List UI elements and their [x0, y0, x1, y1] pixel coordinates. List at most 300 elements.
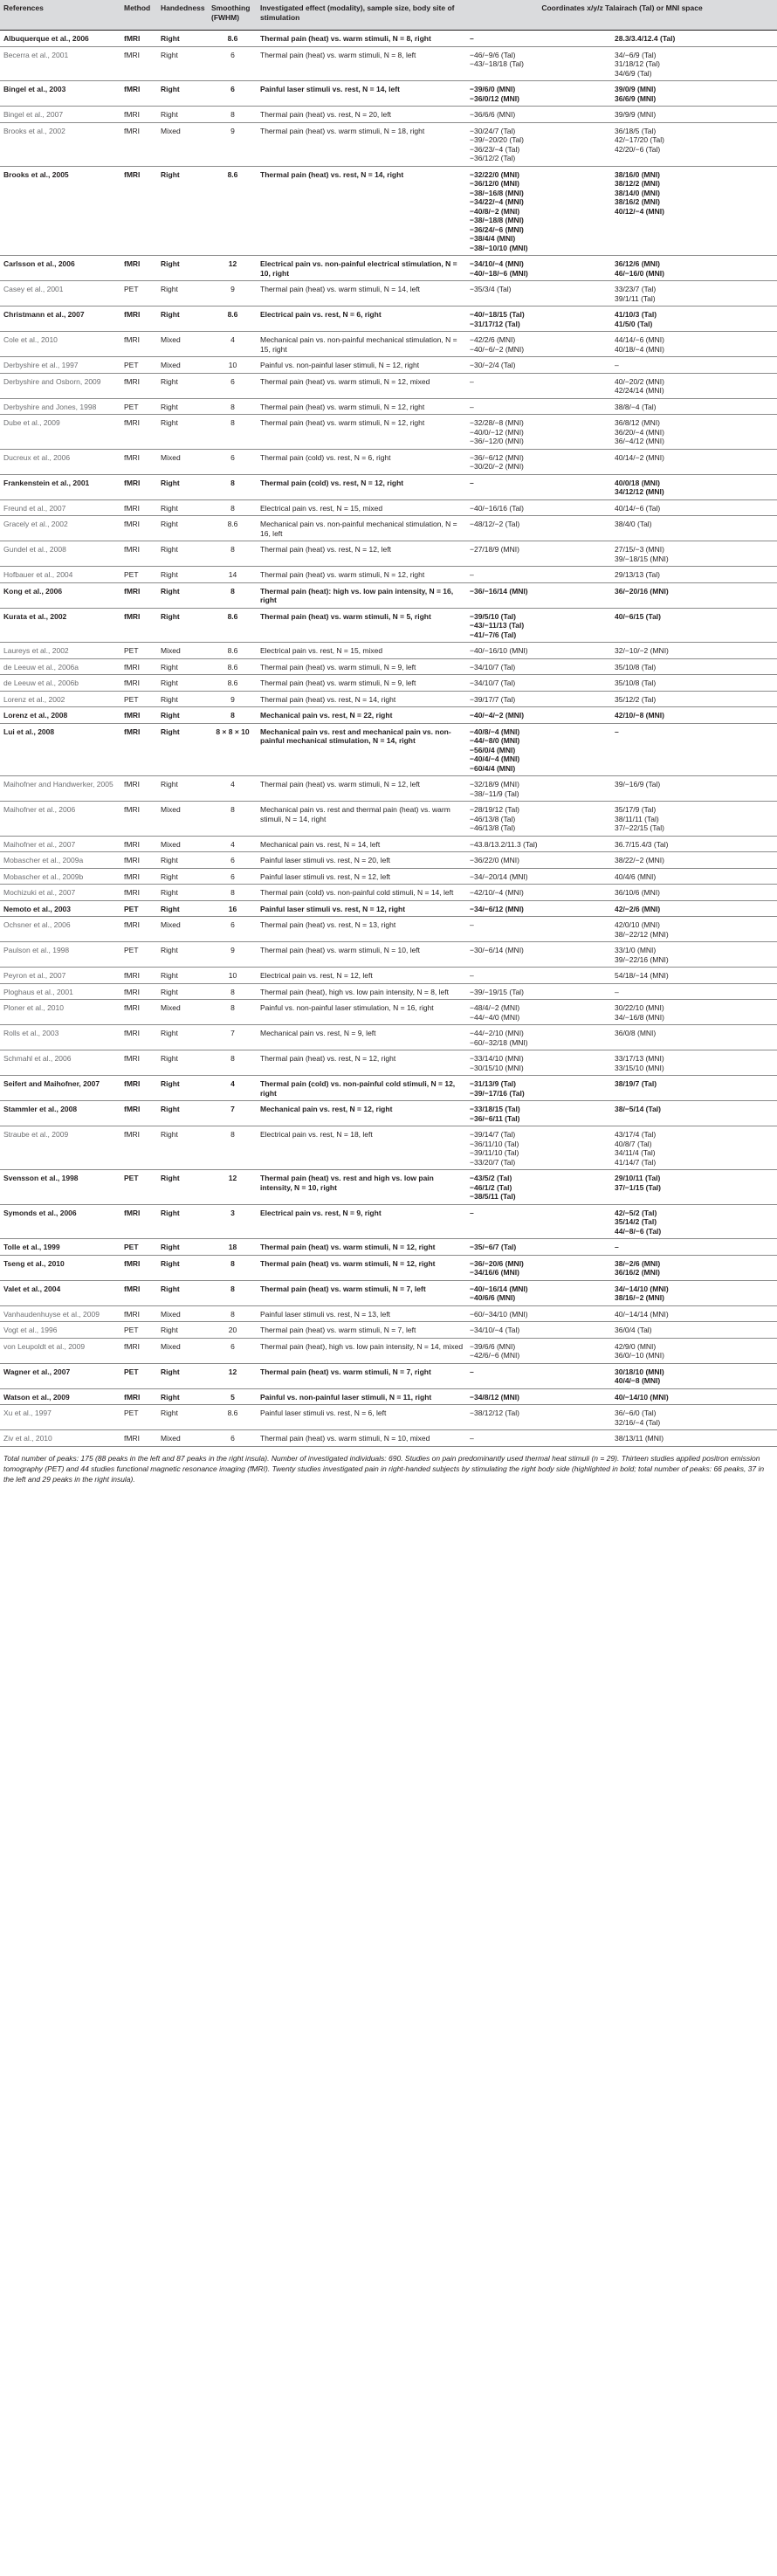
coordinate-value: −44/−2/10 (MNI)	[470, 1029, 524, 1037]
method-cell: fMRI	[124, 1284, 141, 1293]
coordinate-value: 37/−22/15 (Tal)	[615, 823, 664, 832]
coordinate-value: 44/14/−6 (MNI)	[615, 335, 664, 344]
method-cell: fMRI	[124, 1309, 140, 1319]
coordinate-value: −36/12/2 (Tal)	[470, 154, 516, 162]
coordinate-value: −38/5/11 (Tal)	[470, 1192, 516, 1201]
handedness-cell: Right	[161, 1243, 180, 1251]
effect-cell: Thermal pain (cold) vs. rest, N = 6, right	[260, 452, 391, 462]
smoothing-cell: 5	[230, 1392, 235, 1402]
handedness-cell: Right	[161, 780, 178, 789]
table-row	[0, 1255, 777, 1280]
reference-cell: Derbyshire and Jones, 1998	[3, 402, 97, 411]
coordinate-value: 35/10/8 (Tal)	[615, 678, 657, 687]
coordinate-value: 33/23/7 (Tal)	[615, 285, 657, 293]
right-insula-coordinates-cell	[611, 332, 777, 357]
method-cell: fMRI	[124, 520, 140, 528]
header-coordinates: Coordinates x/y/z Talairach (Tal) or MNI space	[466, 0, 777, 31]
coordinate-value: 40/8/7 (Tal)	[615, 1139, 652, 1148]
coordinate-value: 35/17/9 (Tal)	[615, 805, 657, 814]
method-cell: fMRI	[124, 920, 140, 929]
method-cell: fMRI	[124, 780, 140, 789]
coordinate-value: 39/9/9 (MNI)	[615, 110, 657, 119]
table-row	[0, 942, 777, 968]
reference-cell: Schmahl et al., 2006	[3, 1054, 72, 1063]
left-insula-coordinates-cell	[466, 1204, 611, 1239]
smoothing-cell: 8.6	[227, 520, 238, 528]
coordinate-value: –	[470, 34, 474, 43]
header-handedness: Handedness	[157, 0, 208, 31]
reference-cell: Cole et al., 2010	[3, 335, 58, 344]
smoothing-cell: 8.6	[227, 662, 238, 672]
effect-cell: Painful laser stimuli vs. rest, N = 14, left	[260, 85, 400, 93]
right-insula-coordinates-cell	[611, 608, 777, 643]
smoothing-cell: 9	[230, 285, 235, 293]
smoothing-cell: 9	[230, 694, 235, 704]
handedness-cell: Right	[161, 310, 180, 319]
reference-cell: Brooks et al., 2002	[3, 126, 65, 135]
effect-cell: Thermal pain (heat) vs. warm stimuli, N = 14, left	[260, 285, 421, 293]
coordinate-value: −31/13/9 (Tal)	[470, 1079, 516, 1088]
coordinate-value: −34/10/−4 (Tal)	[470, 1326, 520, 1334]
reference-cell: Becerra et al., 2001	[3, 50, 69, 59]
table-row	[0, 776, 777, 802]
handedness-cell: Mixed	[161, 335, 181, 344]
smoothing-cell: 8.6	[227, 1409, 238, 1417]
handedness-cell: Right	[161, 662, 178, 672]
reference-cell: Svensson et al., 1998	[3, 1174, 79, 1182]
left-insula-coordinates-cell	[466, 541, 611, 567]
reference-cell: Ploghaus et al., 2001	[3, 987, 73, 996]
coordinate-value: 34/12/12 (MNI)	[615, 487, 664, 496]
handedness-cell: Right	[161, 545, 178, 554]
right-insula-coordinates-cell	[611, 415, 777, 450]
handedness-cell: Right	[161, 1326, 178, 1334]
coordinate-value: −40/−18/−6 (MNI)	[470, 268, 528, 278]
left-insula-coordinates-cell	[466, 1170, 611, 1205]
right-insula-coordinates-cell	[611, 691, 777, 707]
coordinate-value: −36/11/10 (Tal)	[470, 1139, 519, 1148]
effect-cell: Thermal pain (heat) vs. warm stimuli, N = 12, right	[260, 1258, 436, 1268]
effect-cell: Thermal pain (heat) vs. warm stimuli, N = 12, left	[260, 780, 421, 789]
coordinate-value: −39/−19/15 (Tal)	[470, 987, 524, 996]
method-cell: fMRI	[124, 1341, 140, 1351]
handedness-cell: Right	[161, 611, 180, 621]
effect-cell: Electrical pain vs. non-painful electrical stimulation, N = 10, right	[260, 259, 457, 278]
table-row	[0, 499, 777, 516]
effect-cell: Painful laser stimuli vs. rest, N = 6, left	[260, 1409, 387, 1417]
method-cell: fMRI	[124, 1105, 141, 1113]
handedness-cell: Right	[161, 1208, 180, 1217]
method-cell: fMRI	[124, 1079, 141, 1088]
reference-cell: Watson et al., 2009	[3, 1392, 70, 1402]
smoothing-cell: 8	[230, 545, 235, 554]
coordinate-value: 37/−1/15 (Tal)	[615, 1182, 661, 1192]
smoothing-cell: 8	[230, 110, 235, 119]
method-cell: fMRI	[124, 452, 140, 462]
right-insula-coordinates-cell	[611, 1388, 777, 1405]
coordinate-value: −30/15/10 (MNI)	[470, 1063, 524, 1072]
table-row	[0, 868, 777, 885]
table-row	[0, 691, 777, 707]
coordinate-value: −28/19/12 (Tal)	[470, 805, 519, 814]
coordinate-value: −42/10/−4 (MNI)	[470, 888, 524, 897]
effect-cell: Thermal pain (heat) vs. rest, N = 12, right	[260, 1054, 396, 1063]
left-insula-coordinates-cell	[466, 307, 611, 332]
handedness-cell: Right	[161, 285, 178, 293]
table-row	[0, 1280, 777, 1305]
coordinate-value: −39/−17/16 (Tal)	[470, 1088, 525, 1098]
reference-cell: Ploner et al., 2010	[3, 1003, 64, 1012]
coordinate-value: 39/−16/9 (Tal)	[615, 780, 661, 789]
reference-cell: Nemoto et al., 2003	[3, 904, 72, 913]
coordinate-value: –	[470, 920, 474, 929]
reference-cell: Kong et al., 2006	[3, 586, 63, 596]
method-cell: PET	[124, 361, 139, 369]
handedness-cell: Mixed	[161, 805, 181, 814]
reference-cell: Mobascher et al., 2009b	[3, 871, 84, 881]
smoothing-cell: 10	[228, 971, 237, 980]
coordinate-value: −43/−18/18 (Tal)	[470, 59, 524, 68]
coordinate-value: −56/0/4 (MNI)	[470, 745, 516, 754]
coordinate-value: –	[470, 478, 474, 487]
effect-cell: Painful laser stimuli vs. rest, N = 20, left	[260, 856, 391, 864]
handedness-cell: Right	[161, 376, 178, 386]
method-cell: PET	[124, 402, 139, 411]
right-insula-coordinates-cell	[611, 1239, 777, 1256]
effect-cell: Electrical pain vs. rest, N = 6, right	[260, 310, 382, 319]
right-insula-coordinates-cell	[611, 582, 777, 608]
coordinate-value: 36/12/6 (MNI)	[615, 259, 660, 268]
coordinate-value: 38/12/2 (MNI)	[615, 179, 660, 188]
smoothing-cell: 18	[228, 1243, 237, 1251]
handedness-cell: Right	[161, 711, 180, 720]
right-insula-coordinates-cell	[611, 122, 777, 166]
table-row	[0, 357, 777, 374]
coordinate-value: −60/4/4 (MNI)	[470, 763, 516, 773]
coordinate-value: −43/5/2 (Tal)	[470, 1174, 512, 1182]
header-method: Method	[120, 0, 157, 31]
table-row	[0, 1305, 777, 1322]
coordinate-value: −31/17/12 (Tal)	[470, 319, 520, 328]
coordinate-value: −38/4/4 (MNI)	[470, 234, 516, 243]
method-cell: fMRI	[124, 856, 140, 864]
effect-cell: Painful vs. non-painful laser stimulation, N = 16, right	[260, 1003, 434, 1012]
effect-cell: Thermal pain (heat) vs. warm stimuli, N = 8, right	[260, 34, 431, 43]
coordinate-value: 54/18/−14 (MNI)	[615, 971, 669, 980]
left-insula-coordinates-cell	[466, 658, 611, 675]
method-cell: fMRI	[124, 1434, 140, 1443]
coordinate-value: –	[470, 402, 474, 411]
smoothing-cell: 8.6	[227, 611, 238, 621]
coordinate-value: 32/16/−4 (Tal)	[615, 1417, 661, 1427]
method-cell: PET	[124, 694, 139, 704]
handedness-cell: Right	[161, 402, 178, 411]
smoothing-cell: 8	[230, 1054, 235, 1063]
effect-cell: Thermal pain (heat) vs. warm stimuli, N = 12, right	[260, 1243, 436, 1251]
coordinate-value: 34/−16/8 (MNI)	[615, 1012, 664, 1022]
left-insula-coordinates-cell	[466, 1322, 611, 1339]
coordinate-value: −30/−6/14 (MNI)	[470, 946, 524, 954]
method-cell: fMRI	[124, 662, 140, 672]
coordinate-value: 38/−2/6 (MNI)	[615, 1258, 661, 1268]
header-smoothing: Smoothing (FWHM)	[208, 0, 257, 31]
left-insula-coordinates-cell	[466, 122, 611, 166]
coordinate-value: −40/−16/14 (MNI)	[470, 1284, 528, 1293]
method-cell: fMRI	[124, 376, 140, 386]
smoothing-cell: 4	[230, 335, 235, 344]
reference-cell: Lorenz et al., 2002	[3, 694, 65, 704]
method-cell: fMRI	[124, 545, 140, 554]
right-insula-coordinates-cell	[611, 567, 777, 583]
coordinate-value: 34/6/9 (Tal)	[615, 68, 652, 78]
handedness-cell: Right	[161, 1409, 178, 1417]
reference-cell: Gundel et al., 2008	[3, 545, 66, 554]
reference-cell: de Leeuw et al., 2006a	[3, 662, 79, 672]
coordinate-value: −39/17/7 (Tal)	[470, 694, 516, 704]
effect-cell: Electrical pain vs. rest, N = 15, mixed	[260, 646, 383, 655]
right-insula-coordinates-cell	[611, 46, 777, 81]
table-row	[0, 1405, 777, 1430]
table-row	[0, 307, 777, 332]
handedness-cell: Mixed	[161, 1434, 181, 1443]
left-insula-coordinates-cell	[466, 983, 611, 1000]
effect-cell: Mechanical pain vs. rest, N = 9, left	[260, 1029, 376, 1037]
coordinate-value: −41/−7/6 (Tal)	[470, 630, 517, 639]
effect-cell: Painful laser stimuli vs. rest, N = 13, left	[260, 1309, 391, 1319]
coordinate-value: −48/12/−2 (Tal)	[470, 520, 520, 528]
coordinate-value: −27/18/9 (MNI)	[470, 545, 519, 554]
coordinate-value: −30/24/7 (Tal)	[470, 126, 516, 135]
method-cell: PET	[124, 1367, 139, 1376]
effect-cell: Thermal pain (heat) vs. warm stimuli, N = 10, left	[260, 946, 421, 954]
coordinate-value: −36/−20/6 (MNI)	[470, 1258, 524, 1268]
right-insula-coordinates-cell	[611, 723, 777, 776]
right-insula-coordinates-cell	[611, 983, 777, 1000]
method-cell: fMRI	[124, 1130, 140, 1139]
coordinate-value: 36/16/2 (MNI)	[615, 1268, 660, 1277]
left-insula-coordinates-cell	[466, 868, 611, 885]
coordinate-value: 38/−5/14 (Tal)	[615, 1105, 661, 1113]
coordinate-value: −33/14/10 (MNI)	[470, 1054, 524, 1063]
left-insula-coordinates-cell	[466, 582, 611, 608]
coordinate-value: −34/10/7 (Tal)	[470, 662, 516, 672]
effect-cell: Thermal pain (heat) vs. warm stimuli, N = 8, left	[260, 50, 416, 59]
method-cell: fMRI	[124, 126, 140, 135]
method-cell: fMRI	[124, 611, 141, 621]
table-row	[0, 1126, 777, 1170]
coordinate-value: −48/4/−2 (MNI)	[470, 1003, 520, 1012]
coordinate-value: −34/10/7 (Tal)	[470, 678, 516, 687]
effect-cell: Thermal pain (heat) vs. warm stimuli, N = 12, right	[260, 418, 425, 427]
coordinate-value: 40/12/−4 (MNI)	[615, 206, 664, 216]
right-insula-coordinates-cell	[611, 1305, 777, 1322]
coordinate-value: 40/−20/2 (MNI)	[615, 376, 664, 386]
smoothing-cell: 6	[230, 85, 235, 93]
handedness-cell: Right	[161, 856, 178, 864]
reference-cell: Christmann et al., 2007	[3, 310, 85, 319]
coordinate-value: −40/4/−4 (MNI)	[470, 754, 520, 763]
reference-cell: Laureys et al., 2002	[3, 646, 69, 655]
handedness-cell: Right	[161, 1258, 180, 1268]
table-row	[0, 373, 777, 398]
coordinate-value: −35/3/4 (Tal)	[470, 285, 512, 293]
effect-cell: Thermal pain (heat) vs. rest, N = 14, right	[260, 169, 404, 179]
left-insula-coordinates-cell	[466, 643, 611, 659]
coordinate-value: –	[470, 1367, 474, 1376]
reference-cell: Vogt et al., 1996	[3, 1326, 58, 1334]
right-insula-coordinates-cell	[611, 852, 777, 869]
smoothing-cell: 6	[230, 452, 235, 462]
method-cell: fMRI	[124, 727, 141, 736]
coordinate-value: 30/18/10 (MNI)	[615, 1367, 664, 1376]
right-insula-coordinates-cell	[611, 836, 777, 852]
effect-cell: Mechanical pain vs. rest, N = 12, right	[260, 1105, 393, 1113]
method-cell: fMRI	[124, 1258, 141, 1268]
smoothing-cell: 8 × 8 × 10	[216, 727, 250, 736]
table-row	[0, 81, 777, 107]
right-insula-coordinates-cell	[611, 256, 777, 281]
coordinate-value: 38/22/−2 (MNI)	[615, 856, 664, 864]
coordinate-value: −42/2/6 (MNI)	[470, 335, 516, 344]
right-insula-coordinates-cell	[611, 1025, 777, 1050]
coordinate-value: 42/−5/2 (Tal)	[615, 1208, 657, 1217]
smoothing-cell: 8.6	[227, 678, 238, 687]
reference-cell: Derbyshire and Osborn, 2009	[3, 376, 101, 386]
effect-cell: Thermal pain (heat), high vs. low pain intensity, N = 8, left	[260, 987, 449, 996]
table-row	[0, 516, 777, 541]
coordinate-value: −43.8/13.2/11.3 (Tal)	[470, 839, 538, 849]
method-cell: fMRI	[124, 50, 140, 59]
smoothing-cell: 8.6	[227, 310, 238, 319]
coordinate-value: 42/20/−6 (Tal)	[615, 144, 661, 154]
smoothing-cell: 4	[230, 1079, 235, 1088]
left-insula-coordinates-cell	[466, 1050, 611, 1076]
smoothing-cell: 7	[230, 1105, 235, 1113]
coordinate-value: 28.3/3.4/12.4 (Tal)	[615, 34, 676, 43]
right-insula-coordinates-cell	[611, 1322, 777, 1339]
coordinate-value: −40/−16/10 (MNI)	[470, 646, 528, 655]
coordinate-value: 40/4/−8 (MNI)	[615, 1376, 661, 1385]
coordinate-value: 38/11/11 (Tal)	[615, 814, 659, 823]
handedness-cell: Right	[161, 110, 178, 119]
left-insula-coordinates-cell	[466, 415, 611, 450]
method-cell: PET	[124, 285, 139, 293]
coordinate-value: −60/−34/10 (MNI)	[470, 1309, 528, 1319]
reference-cell: Wagner et al., 2007	[3, 1367, 71, 1376]
coordinate-value: 40/14/−6 (Tal)	[615, 503, 661, 513]
handedness-cell: Right	[161, 1284, 180, 1293]
table-row	[0, 415, 777, 450]
coordinate-value: −35/−6/7 (Tal)	[470, 1243, 517, 1251]
left-insula-coordinates-cell	[466, 332, 611, 357]
table-row	[0, 608, 777, 643]
coordinate-value: 38/19/7 (Tal)	[615, 1079, 657, 1088]
coordinate-value: −46/−9/6 (Tal)	[470, 50, 516, 59]
reference-cell: Dube et al., 2009	[3, 418, 60, 427]
smoothing-cell: 8	[230, 418, 235, 427]
table-row	[0, 1204, 777, 1239]
right-insula-coordinates-cell	[611, 707, 777, 724]
smoothing-cell: 6	[230, 50, 235, 59]
handedness-cell: Mixed	[161, 920, 181, 929]
coordinate-value: −44/−4/0 (MNI)	[470, 1012, 520, 1022]
smoothing-cell: 4	[230, 780, 235, 789]
reference-cell: Straube et al., 2009	[3, 1130, 69, 1139]
left-insula-coordinates-cell	[466, 166, 611, 256]
table-row	[0, 968, 777, 984]
smoothing-cell: 8	[230, 402, 235, 411]
table-row	[0, 166, 777, 256]
handedness-cell: Right	[161, 946, 178, 954]
method-cell: PET	[124, 1409, 139, 1417]
method-cell: fMRI	[124, 971, 140, 980]
reference-cell: Bingel et al., 2007	[3, 110, 64, 119]
coordinate-value: −34/22/−4 (MNI)	[470, 197, 524, 206]
table-row	[0, 675, 777, 692]
method-cell: fMRI	[124, 478, 141, 487]
effect-cell: Painful vs. non-painful laser stimuli, N = 11, right	[260, 1392, 432, 1402]
smoothing-cell: 4	[230, 839, 235, 849]
method-cell: fMRI	[124, 169, 141, 179]
left-insula-coordinates-cell	[466, 1388, 611, 1405]
coordinate-value: −34/8/12 (MNI)	[470, 1392, 519, 1402]
method-cell: fMRI	[124, 871, 140, 881]
reference-cell: Paulson et al., 1998	[3, 946, 70, 954]
coordinate-value: 40/14/−2 (MNI)	[615, 452, 664, 462]
right-insula-coordinates-cell	[611, 1050, 777, 1076]
coordinate-value: −38/−11/9 (Tal)	[470, 789, 519, 798]
smoothing-cell: 12	[228, 259, 237, 268]
handedness-cell: Mixed	[161, 839, 181, 849]
handedness-cell: Right	[161, 520, 178, 528]
table-row	[0, 885, 777, 901]
smoothing-cell: 20	[228, 1326, 237, 1334]
coordinate-value: 35/12/2 (Tal)	[615, 694, 657, 704]
method-cell: fMRI	[124, 1003, 140, 1012]
right-insula-coordinates-cell	[611, 1338, 777, 1363]
coordinate-value: 38/13/11 (MNI)	[615, 1434, 664, 1443]
reference-cell: Brooks et al., 2005	[3, 169, 69, 179]
coordinate-value: 42/9/0 (MNI)	[615, 1341, 657, 1351]
effect-cell: Thermal pain (heat) vs. warm stimuli, N = 7, right	[260, 1367, 431, 1376]
coordinate-value: −34/10/−4 (MNI)	[470, 259, 524, 268]
effect-cell: Painful laser stimuli vs. rest, N = 12, left	[260, 871, 391, 881]
coordinate-value: −39/6/0 (MNI)	[470, 85, 516, 93]
coordinate-value: 36/10/6 (MNI)	[615, 888, 660, 897]
reference-cell: Maihofner et al., 2007	[3, 839, 76, 849]
right-insula-coordinates-cell	[611, 31, 777, 47]
coordinate-value: 35/14/2 (Tal)	[615, 1217, 657, 1226]
left-insula-coordinates-cell	[466, 968, 611, 984]
right-insula-coordinates-cell	[611, 658, 777, 675]
coordinate-value: 41/14/7 (Tal)	[615, 1157, 657, 1167]
method-cell: fMRI	[124, 1054, 140, 1063]
effect-cell: Thermal pain (heat) vs. rest and high vs. low pain intensity, N = 10, right	[260, 1174, 434, 1192]
coordinate-value: 32/−10/−2 (MNI)	[615, 646, 669, 655]
effect-cell: Thermal pain (heat) vs. rest, N = 14, right	[260, 694, 396, 704]
right-insula-coordinates-cell	[611, 968, 777, 984]
table-body	[0, 31, 777, 1447]
left-insula-coordinates-cell	[466, 81, 611, 107]
handedness-cell: Right	[161, 904, 180, 913]
coordinate-value: 41/5/0 (Tal)	[615, 319, 653, 328]
smoothing-cell: 8	[230, 586, 235, 596]
coordinate-value: 36/8/12 (MNI)	[615, 418, 660, 427]
coordinate-value: 36/18/5 (Tal)	[615, 126, 657, 135]
coordinate-value: −30/−2/4 (Tal)	[470, 361, 516, 369]
coordinate-value: −36/22/0 (MNI)	[470, 856, 519, 864]
coordinate-value: −36/0/12 (MNI)	[470, 93, 519, 103]
